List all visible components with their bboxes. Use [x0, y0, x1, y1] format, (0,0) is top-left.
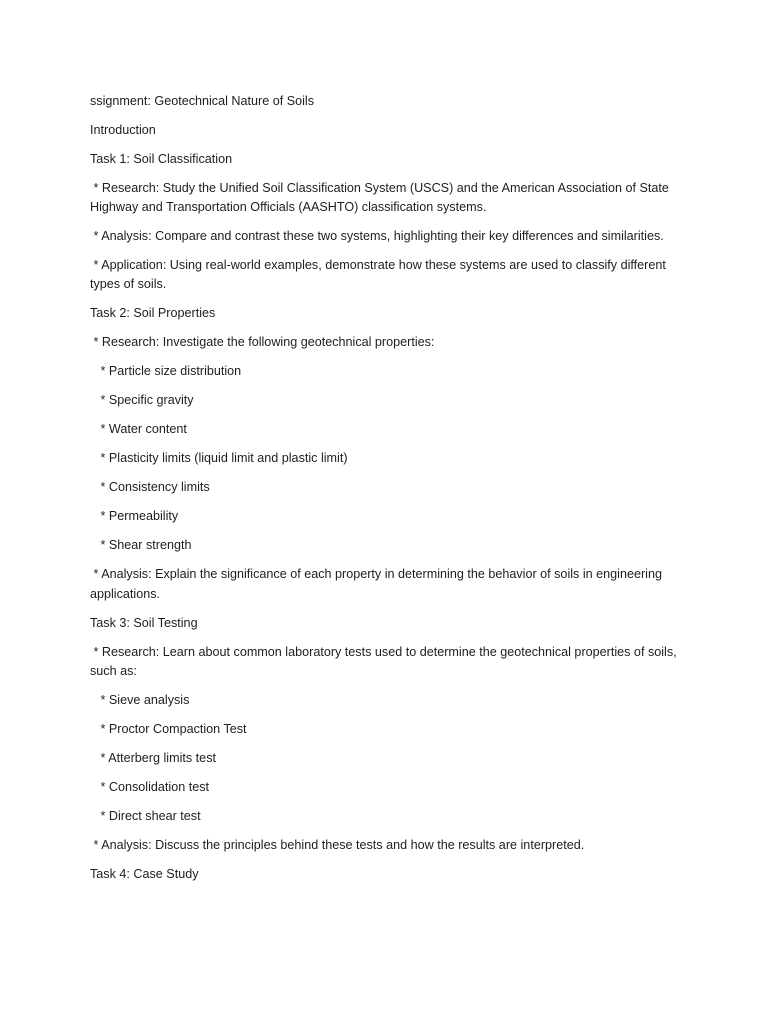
bullet-item: * Analysis: Compare and contrast these two systems, highlighting their key differences and similarities. [90, 229, 664, 244]
task-heading: Task 2: Soil Properties [90, 306, 216, 321]
bullet-item: * Analysis: Discuss the principles behind these tests and how the results are interpreted. [90, 837, 585, 852]
bullet-item: * Application: Using real-world examples, demonstrate how these systems are used to classify different types of soils. [90, 258, 670, 292]
sub-bullet-item: * Proctor Compaction Test [90, 721, 247, 736]
sub-bullet-item: * Permeability [90, 509, 179, 524]
section-heading-introduction: Introduction [90, 123, 156, 137]
sub-bullet-item: * Specific gravity [90, 393, 194, 408]
task-heading: Task 4: Case Study [90, 866, 199, 881]
sub-bullet-item: * Water content [90, 422, 187, 437]
sub-bullet-item: * Atterberg limits test [90, 750, 216, 765]
bullet-item: * Research: Study the Unified Soil Classification System (USCS) and the American Association of State Highway and Transportation Officials (AASHTO) classification systems. [90, 181, 673, 215]
document-title: ssignment: Geotechnical Nature of Soils [90, 94, 315, 108]
sub-bullet-item: * Direct shear test [90, 808, 201, 823]
sub-bullet-item: * Shear strength [90, 538, 192, 553]
document-body [90, 92, 680, 894]
sub-bullet-item: * Sieve analysis [90, 692, 190, 707]
sub-bullet-item: * Particle size distribution [90, 364, 242, 379]
bullet-item: * Research: Investigate the following geotechnical properties: [90, 335, 435, 350]
sub-bullet-item: * Consolidation test [90, 779, 210, 794]
bullet-item: * Research: Learn about common laboratory tests used to determine the geotechnical properties of soils, such as: [90, 644, 681, 678]
bullet-item: * Analysis: Explain the significance of each property in determining the behavior of soils in engineering applications. [90, 567, 666, 601]
task-heading: Task 3: Soil Testing [90, 615, 198, 630]
sub-bullet-item: * Plasticity limits (liquid limit and plastic limit) [90, 451, 348, 466]
sub-bullet-item: * Consistency limits [90, 480, 210, 495]
task-heading: Task 1: Soil Classification [90, 152, 233, 166]
